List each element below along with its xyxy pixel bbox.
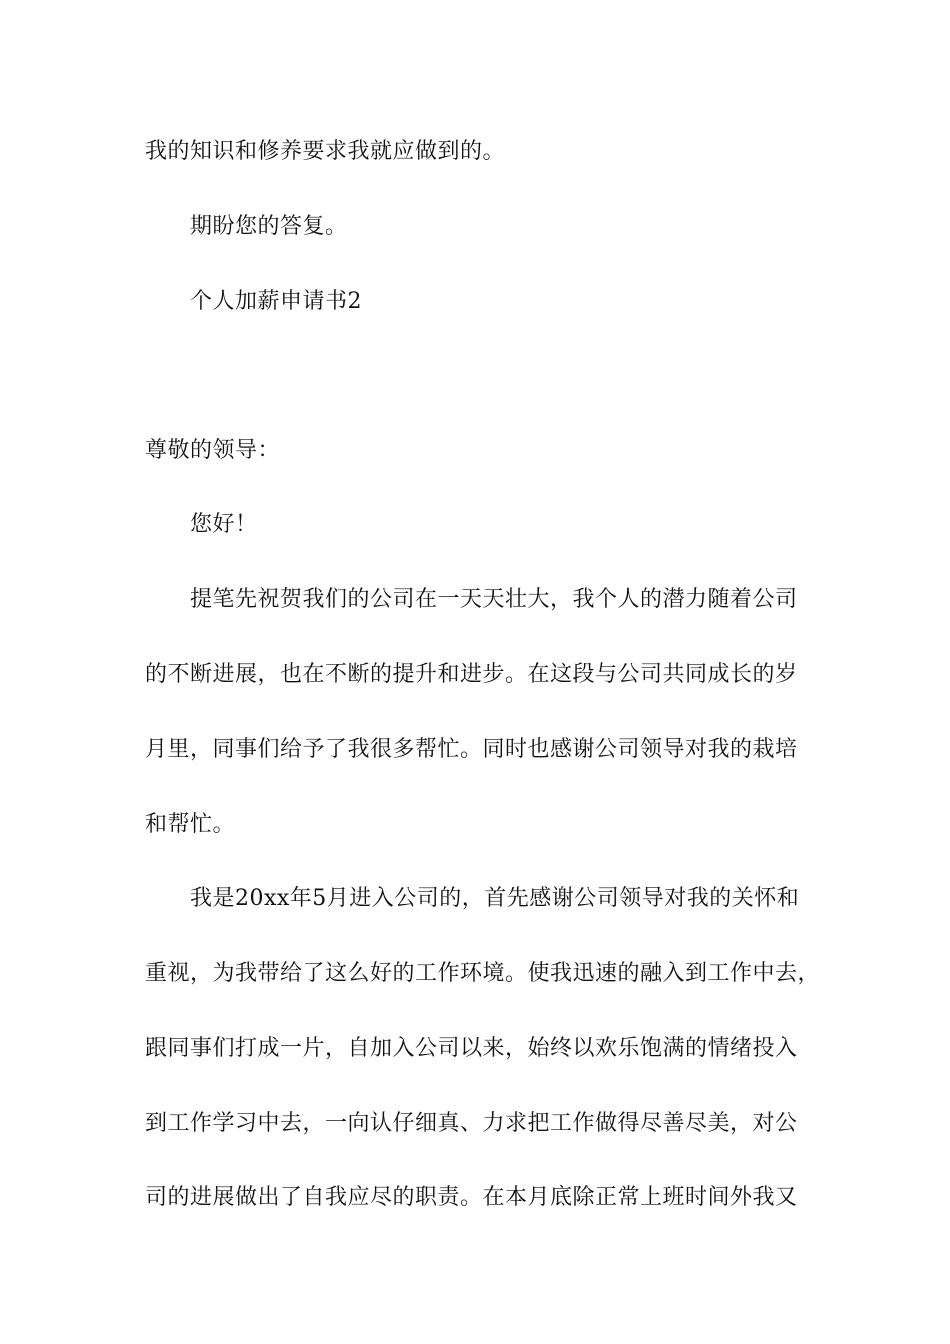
paragraph-line: 期盼您的答复。 <box>190 214 348 239</box>
paragraph-line: 我是20xx年5月进入公司的，首先感谢公司领导对我的关怀和 <box>190 886 800 911</box>
paragraph-line: 月里，同事们给予了我很多帮忙。同时也感谢公司领导对我的栽培 <box>145 737 798 762</box>
paragraph-line: 和帮忙。 <box>145 812 236 837</box>
paragraph-line: 的不断进展，也在不断的提升和进步。在这段与公司共同成长的岁 <box>145 662 798 687</box>
paragraph-line: 我的知识和修养要求我就应做到的。 <box>145 139 506 164</box>
paragraph-line: 司的进展做出了自我应尽的职责。在本月底除正常上班时间外我又 <box>145 1185 798 1210</box>
paragraph-line: 提笔先祝贺我们的公司在一天天壮大，我个人的潜力随着公司 <box>190 587 798 612</box>
paragraph-line: 跟同事们打成一片，自加入公司以来，始终以欢乐饱满的情绪投入 <box>145 1036 798 1061</box>
paragraph-line: 到工作学习中去，一向认仔细真、力求把工作做得尽善尽美，对公 <box>145 1111 798 1136</box>
greeting: 您好！ <box>190 512 258 537</box>
salutation: 尊敬的领导： <box>145 438 281 463</box>
section-heading: 个人加薪申请书2 <box>190 289 362 314</box>
paragraph-line: 重视，为我带给了这么好的工作环境。使我迅速的融入到工作中去， <box>145 961 821 986</box>
